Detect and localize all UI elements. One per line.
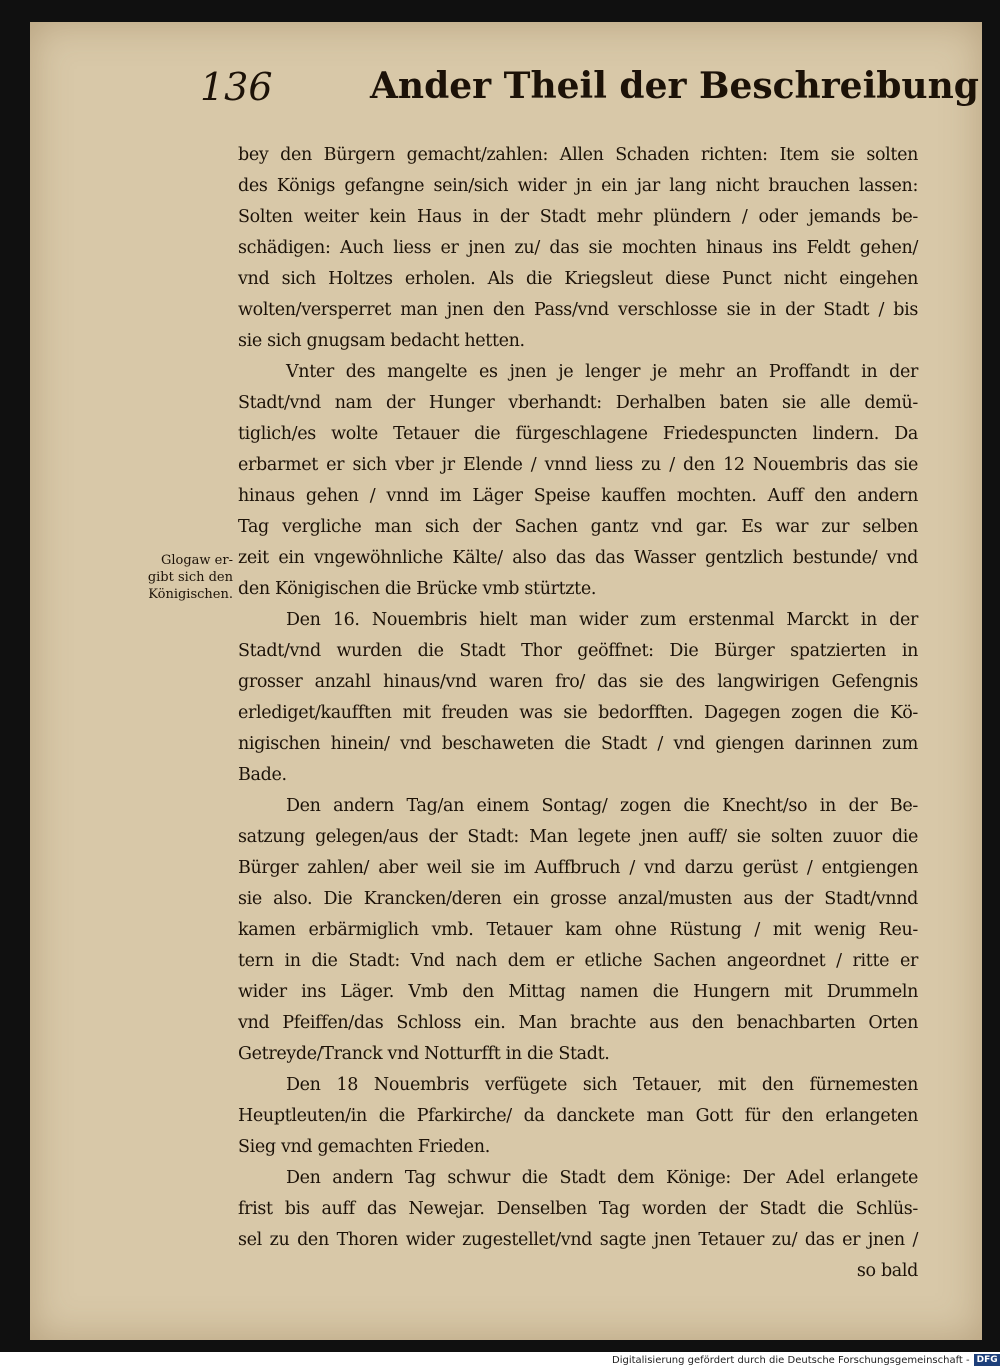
text-line: Den andern Tag/an einem Sontag/ zogen die Knecht/so in der Be- <box>286 796 918 816</box>
text-line: Heuptleuten/in die Pfarkirche/ da danckete man Gott für den erlangeten <box>238 1106 918 1126</box>
text-line: Bürger zahlen/ aber weil sie im Auffbruch / vnd darzu gerüst / entgiengen <box>238 858 918 878</box>
text-line: Den andern Tag schwur die Stadt dem Könige: Der Adel erlangete <box>286 1168 918 1188</box>
text-line: erlediget/kaufften mit freuden was sie bedorfften. Dagegen zogen die Kö- <box>238 703 918 723</box>
page-number: 136 <box>200 65 273 109</box>
digitization-credit <box>612 1352 1000 1369</box>
text-line: frist bis auff das Newejar. Denselben Tag worden der Stadt die Schlüs- <box>238 1199 918 1219</box>
page-header <box>200 65 979 135</box>
text-line: grosser anzahl hinaus/vnd waren fro/ das sie des langwirigen Gefengnis <box>238 672 918 692</box>
text-line: sie also. Die Krancken/deren ein grosse anzal/musten aus der Stadt/vnnd <box>238 889 918 909</box>
text-line: erbarmet er sich vber jr Elende / vnnd liess zu / den 12 Nouembris das sie <box>238 455 918 475</box>
running-head: Ander Theil der Beschreibung <box>370 65 979 107</box>
text-line: wider ins Läger. Vmb den Mittag namen die Hungern mit Drummeln <box>238 982 918 1002</box>
text-line: den Königischen die Brücke vmb stürtzte. <box>238 579 597 599</box>
text-line: kamen erbärmiglich vmb. Tetauer kam ohne Rüstung / mit wenig Reu- <box>238 920 918 940</box>
text-line: Stadt/vnd wurden die Stadt Thor geöffnet: Die Bürger spatzierten in <box>238 641 918 661</box>
text-line: Den 18 Nouembris verfügete sich Tetauer, mit den fürnemesten <box>286 1075 918 1095</box>
text-line: Stadt/vnd nam der Hunger vberhandt: Derhalben baten sie alle demü- <box>238 393 918 413</box>
text-line: Tag vergliche man sich der Sachen gantz vnd gar. Es war zur selben <box>238 517 918 537</box>
text-line: Vnter des mangelte es jnen je lenger je mehr an Proffandt in der <box>286 362 918 382</box>
text-line: Sieg vnd gemachten Frieden. <box>238 1137 490 1157</box>
text-line: vnd Pfeiffen/das Schloss ein. Man brachte aus den benachbarten Orten <box>238 1013 918 1033</box>
text-line: Getreyde/Tranck vnd Notturfft in die Stadt. <box>238 1044 610 1064</box>
margin-note <box>118 552 233 603</box>
body-text <box>238 140 918 1287</box>
catchword: so bald <box>856 1261 918 1281</box>
text-line: nigischen hinein/ vnd beschaweten die Stadt / vnd giengen darinnen zum <box>238 734 918 754</box>
credit-text: Digitalisierung gefördert durch die Deutsche Forschungsgemeinschaft - <box>612 1355 970 1366</box>
text-line: bey den Bürgern gemacht/zahlen: Allen Schaden richten: Item sie solten <box>238 145 918 165</box>
margin-note-line: Königischen. <box>148 587 233 602</box>
text-line: zeit ein vngewöhnliche Kälte/ also das das Wasser gentzlich bestunde/ vnd <box>238 548 918 568</box>
text-line: Bade. <box>238 765 287 785</box>
text-line: wolten/versperret man jnen den Pass/vnd verschlosse sie in der Stadt / bis <box>238 300 918 320</box>
text-line: vnd sich Holtzes erholen. Als die Kriegsleut diese Punct nicht eingehen <box>238 269 918 289</box>
text-line: sie sich gnugsam bedacht hetten. <box>238 331 525 351</box>
text-line: des Königs gefangne sein/sich wider jn ein jar lang nicht brauchen lassen: <box>238 176 918 196</box>
text-line: schädigen: Auch liess er jnen zu/ das sie mochten hinaus ins Feldt gehen/ <box>238 238 918 258</box>
dfg-logo: DFG <box>974 1354 1000 1366</box>
text-line: tern in die Stadt: Vnd nach dem er etliche Sachen angeordnet / ritte er <box>238 951 918 971</box>
margin-note-line: gibt sich den <box>147 570 233 585</box>
text-line: satzung gelegen/aus der Stadt: Man legete jnen auff/ sie solten zuuor die <box>238 827 918 847</box>
text-line: hinaus gehen / vnnd im Läger Speise kauffen mochten. Auff den andern <box>238 486 918 506</box>
text-line: Solten weiter kein Haus in der Stadt mehr plündern / oder jemands be- <box>238 207 918 227</box>
text-line: Den 16. Nouembris hielt man wider zum erstenmal Marckt in der <box>286 610 918 630</box>
text-line: sel zu den Thoren wider zugestellet/vnd sagte jnen Tetauer zu/ das er jnen / <box>238 1230 918 1250</box>
text-line: tiglich/es wolte Tetauer die fürgeschlagene Friedespuncten lindern. Da <box>238 424 918 444</box>
margin-note-line: Glogaw er- <box>160 553 233 568</box>
